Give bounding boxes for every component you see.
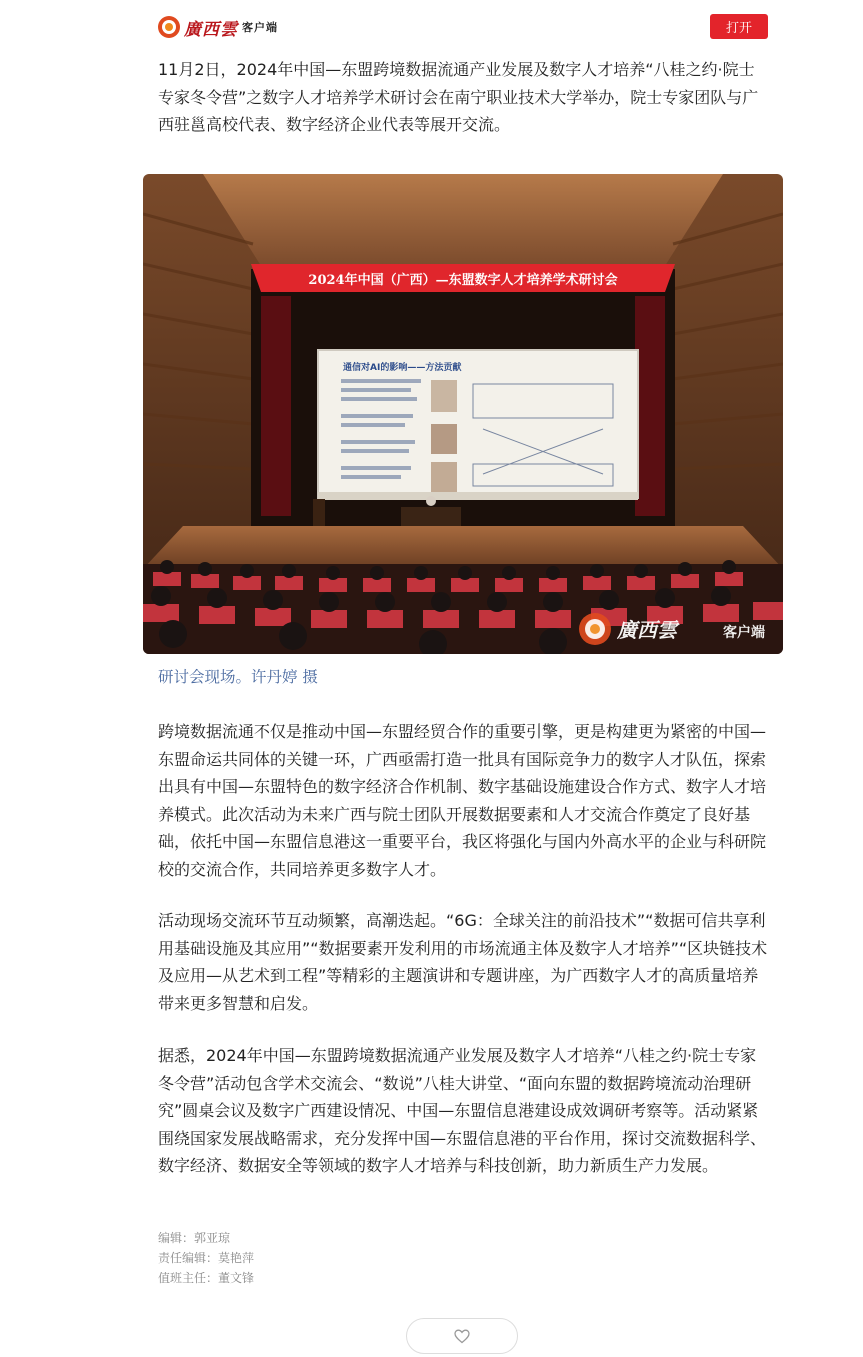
- heart-icon: [454, 1329, 470, 1344]
- guangxiyun-logo-icon: [158, 16, 180, 38]
- open-app-button[interactable]: 打开: [710, 14, 768, 39]
- logo-name: 廣西雲: [184, 19, 238, 40]
- app-logo: [158, 14, 278, 40]
- slide-title-text: 通信对AI的影响——方法贡献: [343, 363, 462, 373]
- like-button[interactable]: [406, 1318, 518, 1354]
- logo-subtitle: 客户端: [242, 21, 278, 34]
- photo-caption: 研讨会现场。许丹婷 摄: [158, 668, 318, 686]
- article-paragraph-3: 活动现场交流环节互动频繁，高潮迭起。“6G：全球关注的前沿技术”“数据可信共享利用基础设施及其应用”“数据要素开发利用的市场流通主体及数字人才培养”“区块链技术及应用—从艺术到工程”等精彩的主题演讲和专题讲座，为广西数字人才的高质量培养带来更多智慧和启发。: [158, 911, 768, 1013]
- seminar-hall-photo: [143, 174, 783, 654]
- article-photo[interactable]: [143, 174, 783, 654]
- stage-banner-text: 2024年中国（广西）—东盟数字人才培养学术研讨会: [308, 273, 618, 288]
- editor-credit: 编辑：郭亚琼: [158, 1231, 231, 1245]
- article-paragraph-2: 跨境数据流通不仅是推动中国—东盟经贸合作的重要引擎，更是构建更为紧密的中国—东盟命运共同体的关键一环，广西亟需打造一批具有国际竞争力的数字人才队伍，探索出具有中国—东盟特色的数字经济合作机制、数字基础设施建设合作方式、数字人才培养模式。此次活动为未来广西与院士团队开展数据要素和人才交流合作奠定了良好基础，依托中国—东盟信息港这一重要平台，我区将强化与国内外高水平的企业与科研院校的交流合作，共同培养更多数字人才。: [158, 722, 767, 879]
- article-paragraph-1: 11月2日，2024年中国—东盟跨境数据流通产业发展及数字人才培养“八桂之约·院士专家冬令营”之数字人才培养学术研讨会在南宁职业技术大学举办，院士专家团队与广西驻邕高校代表、数字经济企业代表等展开交流。: [158, 60, 759, 134]
- top-bar: [0, 0, 863, 52]
- responsible-editor-credit: 责任编辑：莫艳萍: [158, 1251, 255, 1265]
- article-paragraph-4: 据悉，2024年中国—东盟跨境数据流通产业发展及数字人才培养“八桂之约·院士专家冬令营”活动包含学术交流会、“数说”八桂大讲堂、“面向东盟的数据跨境流动治理研究”圆桌会议及数字广西建设情况、中国—东盟信息港建设成效调研考察等。活动紧紧围绕国家发展战略需求，充分发挥中国—东盟信息港的平台作用，探讨交流数据科学、数字经济、数据安全等领域的数字人才培养与科技创新，助力新质生产力发展。: [158, 1046, 767, 1175]
- watermark-sub: 客户端: [723, 625, 765, 641]
- duty-director-credit: 值班主任：董文锋: [158, 1271, 255, 1285]
- watermark-name: 廣西雲: [617, 618, 677, 642]
- article-credits: [158, 1228, 254, 1288]
